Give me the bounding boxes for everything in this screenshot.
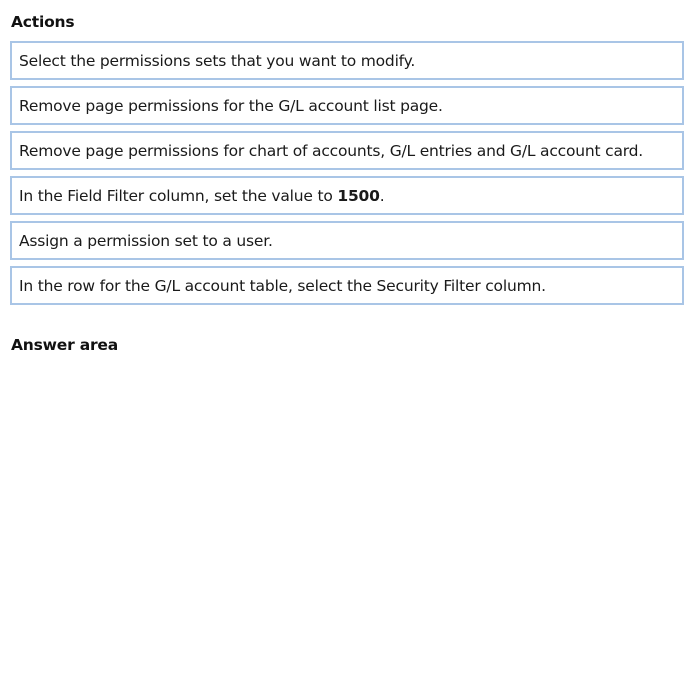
action-item-label: In the row for the G/L account table, select the Security Filter column. (19, 276, 546, 295)
action-item-label: Assign a permission set to a user. (19, 231, 273, 250)
action-item-value: 1500 (337, 186, 380, 205)
actions-list (10, 41, 684, 311)
action-item-label (19, 187, 384, 205)
action-item-remove-chart-of-accounts[interactable] (10, 131, 684, 170)
answer-area-heading: Answer area (11, 336, 119, 354)
answer-area-dropzone[interactable] (10, 366, 684, 656)
action-item-assign-permission-set[interactable] (10, 221, 684, 260)
action-item-label: Select the permissions sets that you want to modify. (19, 51, 416, 70)
actions-heading: Actions (11, 13, 75, 31)
action-item-set-field-filter[interactable] (10, 176, 684, 215)
action-item-text-before: In the Field Filter column, set the value to (19, 186, 338, 205)
action-item-text-after: . (379, 186, 385, 205)
action-item-label: Remove page permissions for chart of accounts, G/L entries and G/L account card. (19, 141, 644, 160)
action-item-select-security-filter[interactable] (10, 266, 684, 305)
action-item-label: Remove page permissions for the G/L account list page. (19, 96, 443, 115)
action-item-select-permission-sets[interactable] (10, 41, 684, 80)
action-item-remove-gl-list-page[interactable] (10, 86, 684, 125)
